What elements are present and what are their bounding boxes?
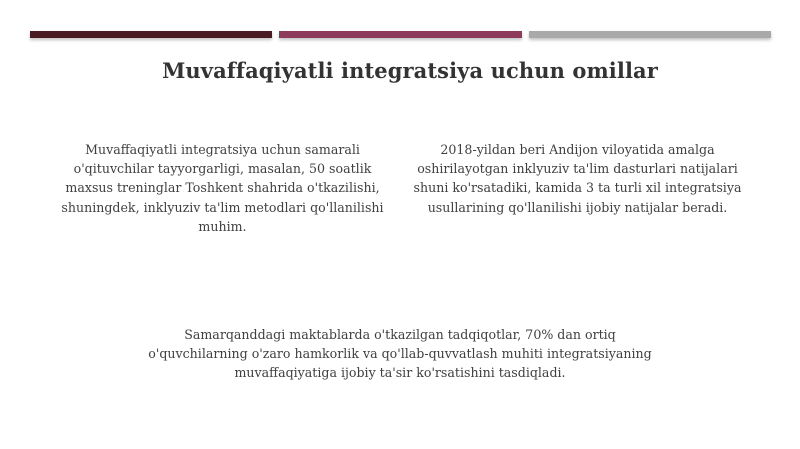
accent-bar-gray — [529, 31, 771, 38]
text-block-bottom: Samarqanddagi maktablarda o'tkazilgan tadqiqotlar, 70% dan ortiq o'quvchilarning o'zaro hamkorlik va qo'llab-quvvatlash muhiti integratsiyaning muvaffaqiyatiga ijobiy ta'sir ko'rsatishini tasdiqladi. — [148, 327, 652, 381]
slide-title: Muvaffaqiyatli integratsiya uchun omillar — [162, 58, 658, 83]
text-block-left: Muvaffaqiyatli integratsiya uchun samarali o'qituvchilar tayyorgarligi, masalan, 50 soatlik maxsus treninglar Toshkent shahrida o'tkazilishi, shuningdek, inklyuziv ta'lim metodlari qo'llanilishi muhim. — [61, 142, 384, 234]
accent-bar-dark — [30, 31, 272, 38]
accent-bar-plum — [279, 31, 522, 38]
text-block-right: 2018-yildan beri Andijon viloyatida amalga oshirilayotgan inklyuziv ta'lim dasturlari natijalari shuni ko'rsatadiki, kamida 3 ta turli xil integratsiya usullarining qo'llanilishi ijobiy natijalar beradi. — [413, 142, 742, 215]
